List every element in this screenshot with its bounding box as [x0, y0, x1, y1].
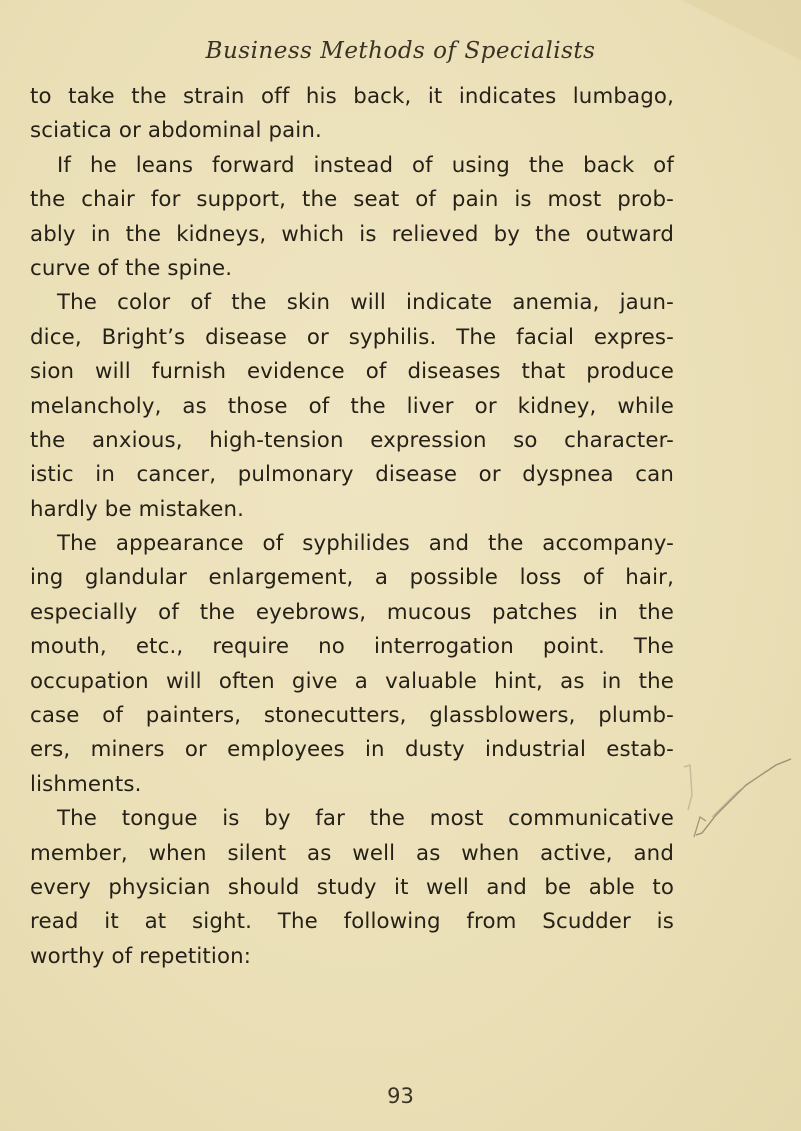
- text-line: the anxious, high-tension expression so character-: [30, 427, 674, 453]
- text-line: The appearance of syphilides and the accompany-: [57, 531, 674, 557]
- text-line: sciatica or abdominal pain.: [30, 118, 322, 144]
- text-line: curve of the spine.: [30, 255, 233, 281]
- text-line: the chair for support, the seat of pain is most prob-: [30, 187, 674, 213]
- text-line: ably in the kidneys, which is relieved by the outward: [30, 221, 674, 247]
- text-line: ers, miners or employees in dusty industrial estab-: [30, 737, 674, 763]
- text-line: dice, Bright’s disease or syphilis. The facial expres-: [30, 324, 674, 350]
- text-line: If he leans forward instead of using the back of: [57, 152, 674, 178]
- running-head: Business Methods of Specialists: [205, 38, 596, 64]
- text-line: ing glandular enlargement, a possible loss of hair,: [30, 565, 674, 591]
- body-text: [30, 80, 674, 974]
- text-line: case of painters, stonecutters, glassblowers, plumb-: [30, 703, 674, 729]
- pencil-check-mark: [676, 755, 801, 845]
- page-number: 93: [387, 1084, 414, 1108]
- text-line: worthy of repetition:: [30, 943, 252, 969]
- text-line: The color of the skin will indicate anemia, jaun-: [57, 290, 674, 316]
- text-line: read it at sight. The following from Scudder is: [30, 909, 674, 935]
- text-line: The tongue is by far the most communicative: [57, 806, 674, 832]
- text-line: to take the strain off his back, it indicates lumbago,: [30, 84, 674, 109]
- text-line: sion will furnish evidence of diseases that produce: [30, 359, 674, 385]
- text-line: member, when silent as well as when active, and: [30, 840, 674, 866]
- text-line: hardly be mistaken.: [30, 496, 245, 522]
- text-line: lishments.: [30, 771, 142, 797]
- text-line: occupation will often give a valuable hint, as in the: [30, 668, 674, 694]
- text-line: especially of the eyebrows, mucous patches in the: [30, 599, 674, 625]
- text-line: melancholy, as those of the liver or kidney, while: [30, 393, 674, 419]
- text-line: every physician should study it well and be able to: [30, 874, 674, 900]
- text-line: mouth, etc., require no interrogation point. The: [30, 634, 674, 660]
- text-line: istic in cancer, pulmonary disease or dyspnea can: [30, 462, 674, 488]
